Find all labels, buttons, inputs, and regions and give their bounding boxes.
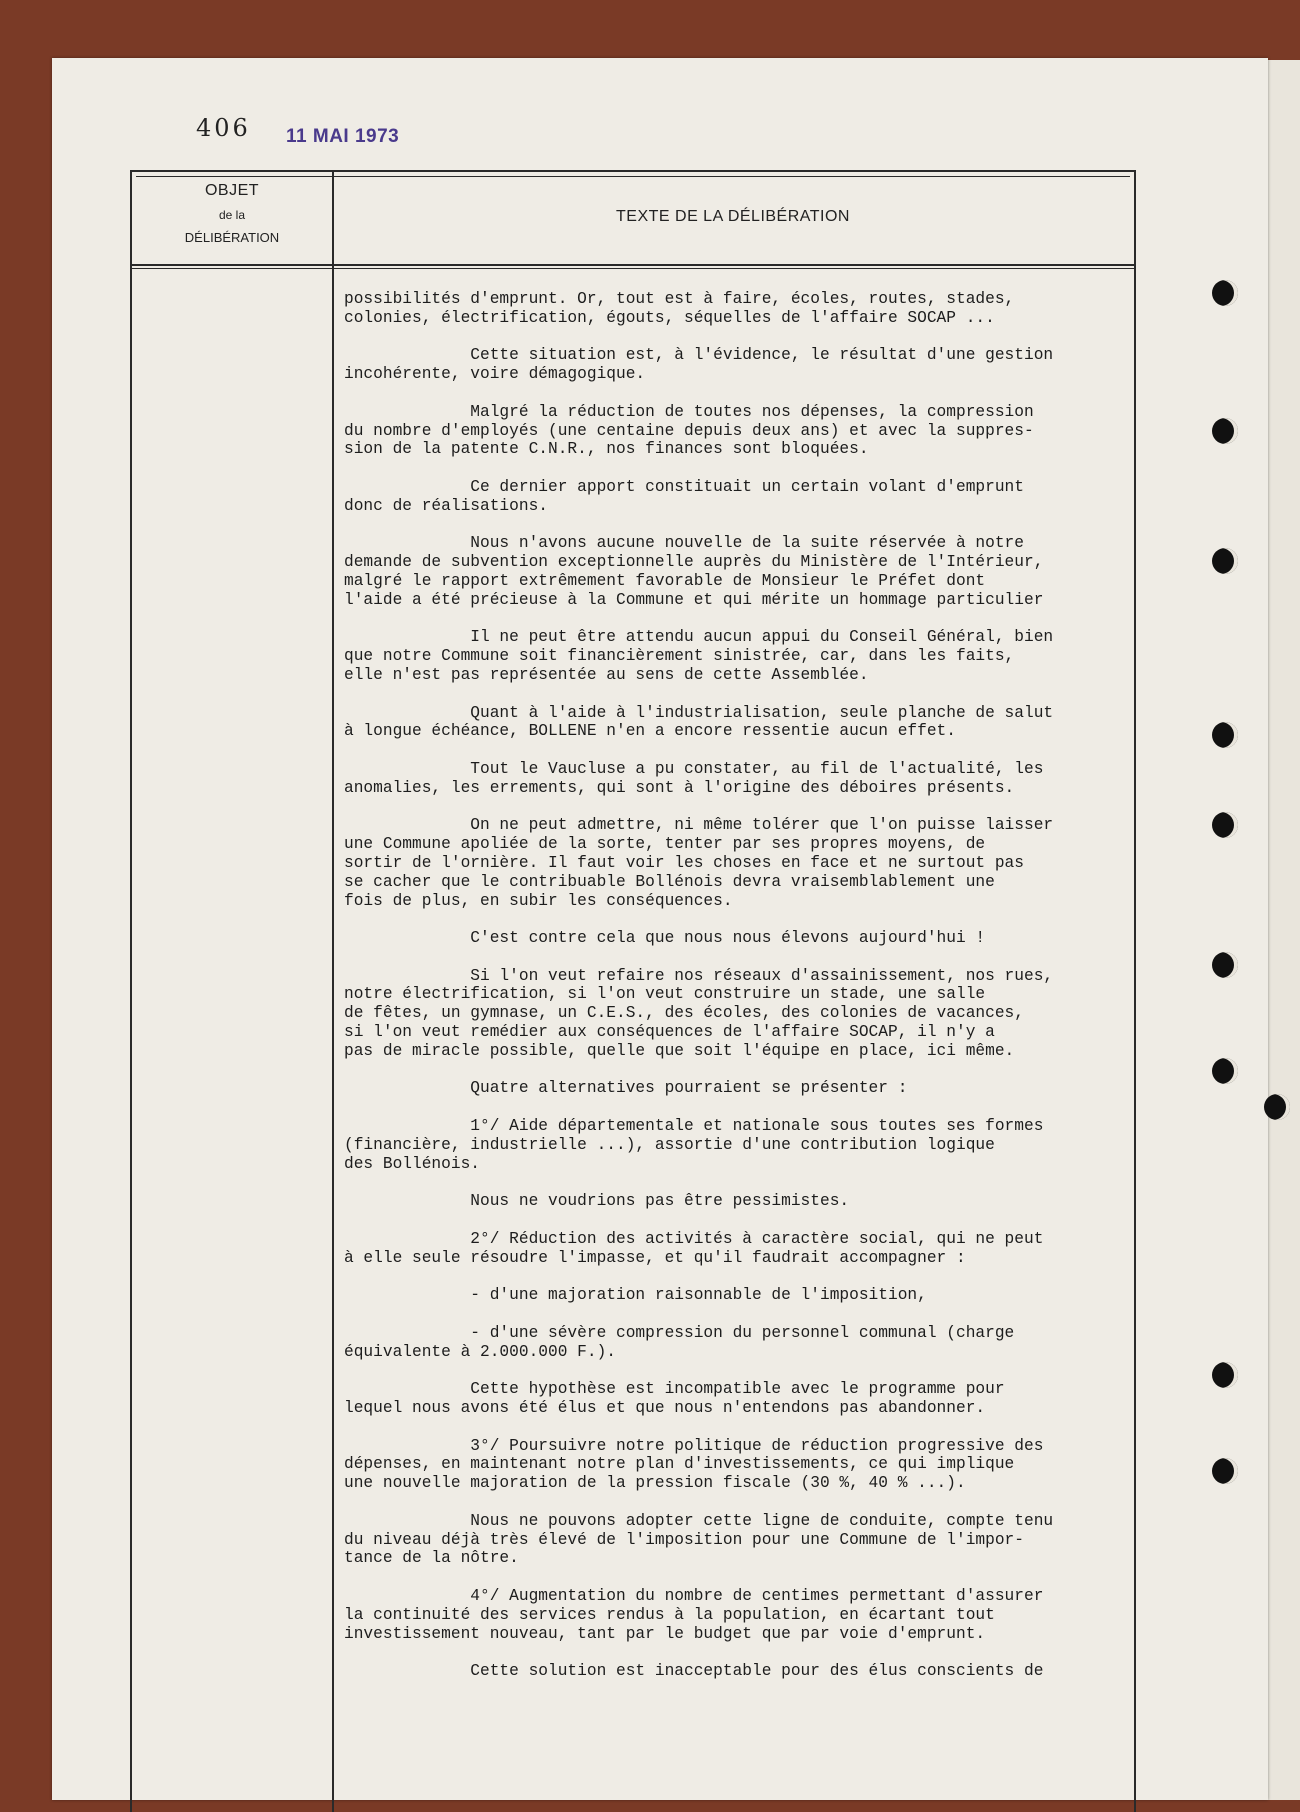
text-line: 4°/ Augmentation du nombre de centimes permettant d'assurer — [344, 1586, 1044, 1605]
text-line: Malgré la réduction de toutes nos dépenses, la compression — [344, 402, 1034, 421]
text-line: notre électrification, si l'on veut construire un stade, une salle — [344, 985, 986, 1004]
text-line: une Commune apoliée de la sorte, tenter par ses propres moyens, de — [344, 835, 986, 854]
binder-hole-icon — [1212, 952, 1238, 978]
paragraph — [344, 1437, 1124, 1493]
date-stamp: 11 MAI 1973 — [286, 126, 400, 147]
text-line: que notre Commune soit financièrement sinistrée, car, dans les faits, — [344, 647, 1015, 666]
paragraph — [344, 1662, 1124, 1681]
paragraph — [344, 929, 1124, 948]
text-line: colonies, électrification, égouts, séquelles de l'affaire SOCAP ... — [344, 308, 995, 327]
deliberation-text — [344, 290, 1124, 1681]
paragraph — [344, 1230, 1124, 1268]
text-line: anomalies, les errements, qui sont à l'origine des déboires présents. — [344, 778, 1015, 797]
paragraph — [344, 760, 1124, 798]
text-line: si l'on veut remédier aux conséquences de l'affaire SOCAP, il n'y a — [344, 1023, 995, 1042]
text-line: des Bollénois. — [344, 1154, 480, 1173]
text-line: Nous ne voudrions pas être pessimistes. — [344, 1192, 850, 1211]
binder-hole-icon — [1264, 1094, 1290, 1120]
text-line: donc de réalisations. — [344, 496, 548, 515]
page-number: 406 — [196, 114, 251, 142]
text-line: une nouvelle majoration de la pression fiscale (30 %, 40 % ...). — [344, 1474, 966, 1493]
paragraph — [344, 1286, 1124, 1305]
document-page — [52, 58, 1268, 1800]
binder-hole-icon — [1212, 1458, 1238, 1484]
paragraph — [344, 290, 1124, 328]
binder-hole-icon — [1212, 548, 1238, 574]
text-line: 2°/ Réduction des activités à caractère social, qui ne peut — [344, 1229, 1044, 1248]
binder-hole-icon — [1212, 1362, 1238, 1388]
paragraph — [344, 346, 1124, 384]
text-line: On ne peut admettre, ni même tolérer que l'on puisse laisser — [344, 816, 1054, 835]
text-line: la continuité des services rendus à la population, en écartant tout — [344, 1605, 995, 1624]
text-line: pas de miracle possible, quelle que soit l'équipe en place, ici même. — [344, 1041, 1015, 1060]
paragraph — [344, 478, 1124, 516]
text-line: du nombre d'employés (une centaine depuis deux ans) et avec la suppres- — [344, 421, 1034, 440]
object-header-line1: OBJET — [204, 182, 260, 199]
text-line: investissement nouveau, tant par le budget que par voie d'emprunt. — [344, 1624, 986, 1643]
binder-hole-icon — [1212, 418, 1238, 444]
paragraph — [344, 1079, 1124, 1098]
binder-hole-icon — [1212, 812, 1238, 838]
text-line: sion de la patente C.N.R., nos finances sont bloquées. — [344, 440, 869, 459]
text-line: sortir de l'ornière. Il faut voir les choses en face et ne surtout pas — [344, 853, 1024, 872]
object-column-header — [132, 182, 332, 245]
paragraph — [344, 1192, 1124, 1211]
text-line: Ce dernier apport constituait un certain volant d'emprunt — [344, 477, 1024, 496]
text-line: à longue échéance, BOLLENE n'en a encore ressentie aucun effet. — [344, 722, 956, 741]
text-line: demande de subvention exceptionnelle auprès du Ministère de l'Intérieur, — [344, 553, 1044, 572]
text-line: lequel nous avons été élus et que nous n'entendons pas abandonner. — [344, 1399, 986, 1418]
paragraph — [344, 1324, 1124, 1362]
paragraph — [344, 704, 1124, 742]
paragraph — [344, 1380, 1124, 1418]
background-edge — [1268, 60, 1300, 1800]
object-header-line2: de la — [218, 208, 246, 222]
header-separator-inner — [132, 268, 1134, 269]
paragraph — [344, 816, 1124, 910]
header-separator — [132, 264, 1134, 266]
text-line: Si l'on veut refaire nos réseaux d'assainissement, nos rues, — [344, 966, 1054, 985]
text-line: Quatre alternatives pourraient se présenter : — [344, 1079, 908, 1098]
binder-hole-icon — [1212, 722, 1238, 748]
paragraph — [344, 967, 1124, 1061]
text-line: Nous ne pouvons adopter cette ligne de conduite, compte tenu — [344, 1511, 1054, 1530]
text-line: C'est contre cela que nous nous élevons aujourd'hui ! — [344, 929, 986, 948]
frame-border — [136, 176, 1130, 177]
text-line: elle n'est pas représentée au sens de cette Assemblée. — [344, 665, 869, 684]
text-line: de fêtes, un gymnase, un C.E.S., des écoles, des colonies de vacances, — [344, 1004, 1024, 1023]
text-line: Il ne peut être attendu aucun appui du Conseil Général, bien — [344, 628, 1054, 647]
paragraph — [344, 1587, 1124, 1643]
text-line: - d'une majoration raisonnable de l'imposition, — [344, 1286, 927, 1305]
paragraph — [344, 1512, 1124, 1568]
text-line: Tout le Vaucluse a pu constater, au fil de l'actualité, les — [344, 759, 1044, 778]
text-line: - d'une sévère compression du personnel communal (charge — [344, 1323, 1015, 1342]
text-line: Cette hypothèse est incompatible avec le programme pour — [344, 1380, 1005, 1399]
text-line: dépenses, en maintenant notre plan d'investissements, ce qui implique — [344, 1455, 1015, 1474]
text-line: (financière, industrielle ...), assortie d'une contribution logique — [344, 1135, 995, 1154]
text-line: tance de la nôtre. — [344, 1549, 519, 1568]
text-line: l'aide a été précieuse à la Commune et qui mérite un hommage particulier — [344, 590, 1044, 609]
text-line: Cette situation est, à l'évidence, le résultat d'une gestion — [344, 346, 1054, 365]
text-line: Quant à l'aide à l'industrialisation, seule planche de salut — [344, 703, 1054, 722]
text-line: malgré le rapport extrêmement favorable de Monsieur le Préfet dont — [344, 571, 986, 590]
paragraph — [344, 1117, 1124, 1173]
binder-hole-icon — [1212, 280, 1238, 306]
text-line: équivalente à 2.000.000 F.). — [344, 1342, 616, 1361]
text-line: 3°/ Poursuivre notre politique de réduction progressive des — [344, 1436, 1044, 1455]
paragraph — [344, 403, 1124, 459]
text-line: possibilités d'emprunt. Or, tout est à faire, écoles, routes, stades, — [344, 290, 1015, 308]
text-line: se cacher que le contribuable Bollénois devra vraisemblablement une — [344, 872, 995, 891]
text-line: incohérente, voire démagogique. — [344, 365, 646, 384]
text-line: du niveau déjà très élevé de l'imposition pour une Commune de l'impor- — [344, 1530, 1024, 1549]
object-header-line3: DÉLIBÉRATION — [184, 230, 280, 245]
text-line: fois de plus, en subir les conséquences. — [344, 891, 733, 910]
binder-hole-icon — [1212, 1058, 1238, 1084]
text-line: à elle seule résoudre l'impasse, et qu'il faudrait accompagner : — [344, 1248, 966, 1267]
text-column-header: TEXTE DE LA DÉLIBÉRATION — [616, 208, 850, 225]
paragraph — [344, 628, 1124, 684]
text-line: Nous n'avons aucune nouvelle de la suite réservée à notre — [344, 534, 1024, 553]
column-divider — [332, 172, 334, 1812]
paragraph — [344, 534, 1124, 609]
text-line: 1°/ Aide départementale et nationale sous toutes ses formes — [344, 1117, 1044, 1136]
text-line: Cette solution est inacceptable pour des élus conscients de — [344, 1662, 1044, 1681]
